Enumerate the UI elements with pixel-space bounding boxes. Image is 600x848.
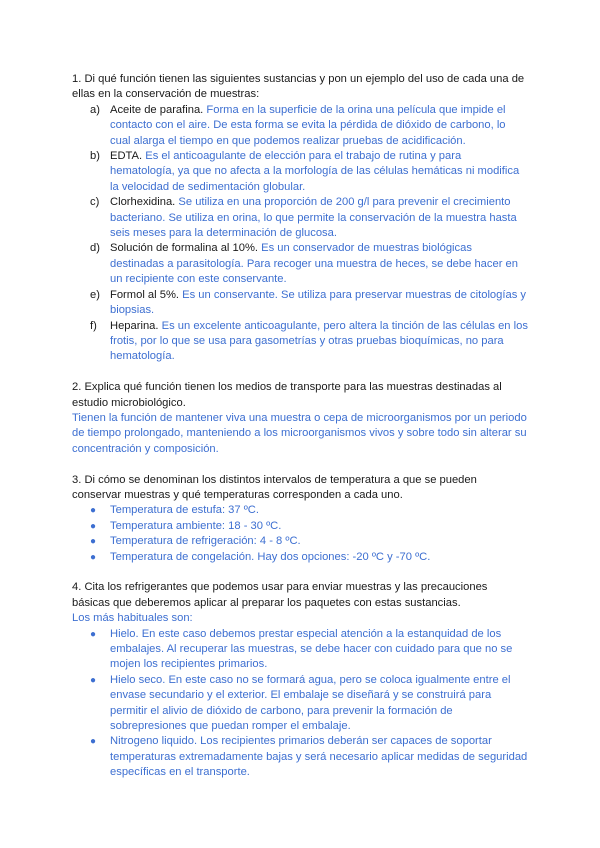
document-page [72, 72, 528, 796]
list-item [72, 149, 528, 195]
item-answer: Forma en la superficie de la orina una película que impide el contacto con el aire. De esta forma se evita la pérdida de dióxido de carbono, lo cual alarga el tiempo en que podemos realizar pruebas de acidificación. [110, 103, 506, 147]
question-4-intro: Los más habituales son: [72, 612, 193, 625]
item-marker: a) [90, 103, 100, 116]
question-3 [72, 473, 528, 565]
list-item [72, 734, 528, 780]
bullet-icon: ● [90, 520, 97, 532]
bullet-icon: ● [90, 736, 97, 748]
list-item [72, 195, 528, 241]
item-term: Aceite de parafina. [110, 103, 204, 116]
question-2-text: 2. Explica qué función tienen los medios de transporte para las muestras destinadas al estudio microbiológico. [72, 381, 502, 409]
list-item [72, 550, 528, 565]
item-term: Formol al 5%. [110, 288, 180, 301]
question-4 [72, 580, 528, 780]
question-4-text: 4. Cita los refrigerantes que podemos usar para enviar muestras y las precauciones básicas que deberemos aplicar al preparar los paquetes con estas sustancias. [72, 581, 488, 609]
list-item [72, 288, 528, 319]
item-answer: Es un excelente anticoagulante, pero altera la tinción de las células en los frotis, por lo que se usa para gasometrías y otras pruebas bioquímicas, no para hematología. [110, 319, 528, 363]
item-marker: d) [90, 242, 100, 255]
item-text: Temperatura de refrigeración: 4 - 8 ºC. [110, 535, 301, 548]
bullet-icon: ● [90, 505, 97, 517]
question-2-answer: Tienen la función de mantener viva una muestra o cepa de microorganismos por un periodo de tiempo prolongado, manteniendo a los microorganismos vivos y sobre todo sin alterar su concentración y composición. [72, 411, 527, 455]
item-text: Temperatura de estufa: 37 ºC. [110, 504, 259, 517]
list-item [72, 673, 528, 735]
bullet-icon: ● [90, 536, 97, 548]
item-term: EDTA. [110, 150, 143, 163]
list-item [72, 503, 528, 518]
item-text: Temperatura ambiente: 18 - 30 ºC. [110, 519, 282, 532]
item-text: Hielo seco. En este caso no se formará agua, pero se coloca igualmente entre el envase secundario y el exterior. El embalaje se diseñará y se construirá para permitir el alivio de dióxido de carbono, para prevenir la formación de sobrepresiones que puedan romper el embalaje. [110, 673, 511, 733]
list-item [72, 319, 528, 365]
question-1 [72, 72, 528, 365]
item-text: Temperatura de congelación. Hay dos opciones: -20 ºC y -70 ºC. [110, 550, 431, 563]
bullet-icon: ● [90, 628, 97, 640]
item-term: Heparina. [110, 319, 159, 332]
item-marker: f) [90, 319, 97, 332]
question-3-text: 3. Di cómo se denominan los distintos intervalos de temperatura a que se pueden conservar muestras y qué temperaturas corresponden a cada uno. [72, 473, 477, 501]
list-item [72, 627, 528, 673]
bullet-icon: ● [90, 674, 97, 686]
list-item [72, 241, 528, 287]
item-marker: b) [90, 150, 100, 163]
item-term: Solución de formalina al 10%. [110, 242, 259, 255]
item-answer: Es un conservante. Se utiliza para preservar muestras de citologías y biopsias. [110, 288, 526, 317]
item-answer: Es el anticoagulante de elección para el trabajo de rutina y para hematología, ya que no afecta a la morfología de las células hemáticas ni modifica la velocidad de sedimentación globular. [110, 150, 520, 193]
item-answer: Se utiliza en una proporción de 200 g/l para prevenir el crecimiento bacteriano. Se utiliza en orina, lo que permite la conservación de la muestra hasta seis meses para la determinación de glucosa. [110, 196, 517, 240]
question-3-list [72, 503, 528, 565]
bullet-icon: ● [90, 551, 97, 563]
item-text: Nitrogeno liquido. Los recipientes primarios deberán ser capaces de soportar temperaturas extremadamente bajas y será necesario aplicar medidas de seguridad específicas en el transporte. [110, 735, 528, 779]
list-item [72, 103, 528, 149]
item-answer: Es un conservador de muestras biológicas destinadas a parasitología. Para recoger una muestra de heces, se debe hacer en un recipiente con este conservante. [110, 242, 518, 286]
list-item [72, 534, 528, 549]
item-term: Clorhexidina. [110, 196, 176, 209]
list-item [72, 519, 528, 534]
question-2 [72, 380, 528, 457]
item-marker: e) [90, 288, 100, 301]
question-1-list [72, 103, 528, 365]
question-1-text: 1. Di qué función tienen las siguientes sustancias y pon un ejemplo del uso de cada una de ellas en la conservación de muestras: [72, 73, 525, 101]
item-marker: c) [90, 196, 100, 209]
question-4-list [72, 627, 528, 781]
item-text: Hielo. En este caso debemos prestar especial atención a la estanquidad de los embalajes. Al recuperar las muestras, se debe hacer con cuidado para que no se mojen los recipientes primarios. [110, 627, 513, 671]
